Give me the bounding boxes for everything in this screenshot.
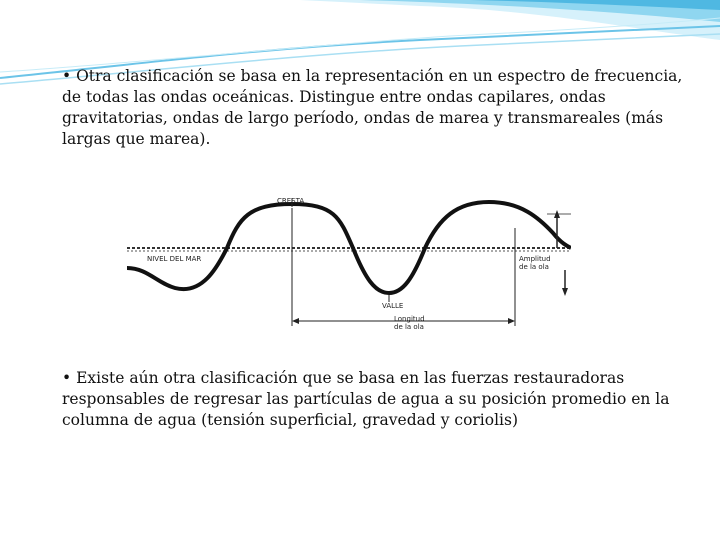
sea-level-label: NIVEL DEL MAR	[147, 255, 202, 263]
amplitude-label-line1: Amplitud	[519, 255, 551, 263]
wave-diagram	[127, 158, 571, 342]
paragraph-restoring-forces: • Existe aún otra clasificación que se basa en las fuerzas restauradoras responsables de regresar las partículas de agua a su posición promedio en la columna de agua (tensión superficial, gravedad y coriolis)	[62, 369, 670, 429]
wavelength-label-line2: de la ola	[394, 323, 424, 331]
wavelength-label-line1: Longitud	[394, 315, 425, 323]
paragraph-frequency-classification: • Otra clasificación se basa en la representación en un espectro de frecuencia, de todas las ondas oceánicas. Distingue entre ondas capilares, ondas gravitatorias, ondas de largo período, ondas de marea y transmareales (más largas que marea).	[62, 67, 683, 148]
amplitude-label-line2: de la ola	[519, 263, 549, 271]
trough-label: VALLE	[382, 302, 404, 310]
crest-label: CRESTA	[277, 197, 305, 205]
